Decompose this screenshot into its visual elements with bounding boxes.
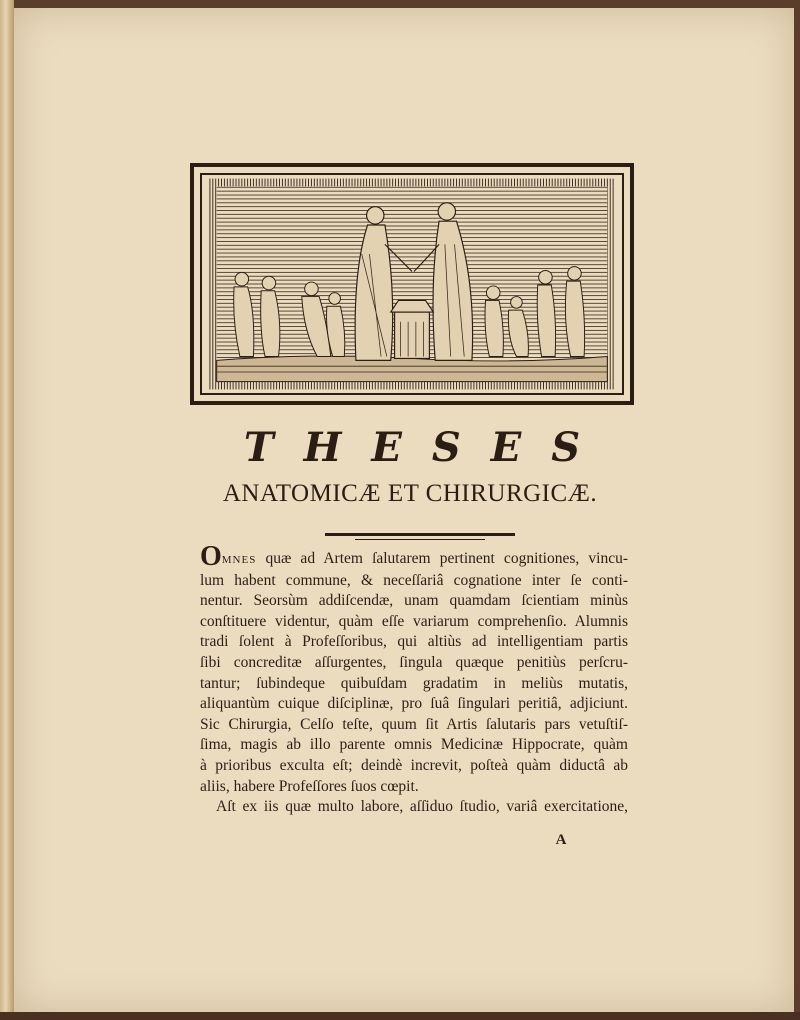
text-line-2: lum habent commune, & neceſſariâ cognatione inter ſe conti-: [200, 571, 628, 589]
drop-initial: O: [200, 541, 222, 572]
page-bottom-edge: [0, 1012, 800, 1020]
engraved-vignette: [190, 163, 634, 405]
text-line-13: Aſt ex iis quæ multo labore, aſſiduo ſtudio, variâ exercitatione,: [216, 798, 628, 816]
text-line-4: conſtituere videntur, quàm eſſe variarum comprehenſio. Alumnis: [200, 612, 628, 630]
engraving-illustration: [194, 167, 630, 401]
text-line-8: aliquantùm cuique diſciplinæ, pro ſuâ ſingulari peritiâ, adjiciunt.: [200, 695, 628, 713]
text-line-7: tantur; ſubindeque quibuſdam gradatim in meliùs mutatis,: [200, 674, 628, 692]
text-line-11: à prioribus exculta eſt; deindè increvit, poſteà quàm diductâ ab: [200, 756, 628, 774]
book-page: [14, 8, 794, 1012]
title-theses: THESES: [243, 424, 611, 471]
ornamental-rule: [325, 533, 515, 536]
text-line-10: ſima, magis ab illo parente omnis Medicinæ Hippocrate, quàm: [200, 736, 628, 754]
body-text: [200, 541, 628, 818]
subtitle: ANATOMICÆ ET CHIRURGICÆ.: [222, 480, 598, 507]
ornamental-rule-thin: [355, 539, 485, 540]
page-left-edge: [0, 0, 14, 1020]
text-line-1: OMNES quæ ad Artem ſalutarem pertinent cognitiones, vincu-: [200, 541, 628, 572]
text-line-5: tradi ſolent à Profeſſoribus, qui altiùs ad intelligentiam partis: [200, 633, 628, 651]
text-line-3: nentur. Seorsùm addiſcendæ, unam quamdam ſcientiam minùs: [200, 592, 628, 610]
text-line-9: Sic Chirurgia, Celſo teſte, quum ſit Artis ſalutaris pars vetuſtiſ-: [200, 715, 628, 733]
text-line-6: ſibi concreditæ aſſurgentes, ſingula quæque penitiùs perſcru-: [200, 653, 628, 671]
initial-rest: MNES: [221, 554, 257, 566]
catchword: A: [555, 832, 567, 848]
text-line-12: aliis, habere Profeſſores ſuos cœpit.: [200, 777, 419, 795]
